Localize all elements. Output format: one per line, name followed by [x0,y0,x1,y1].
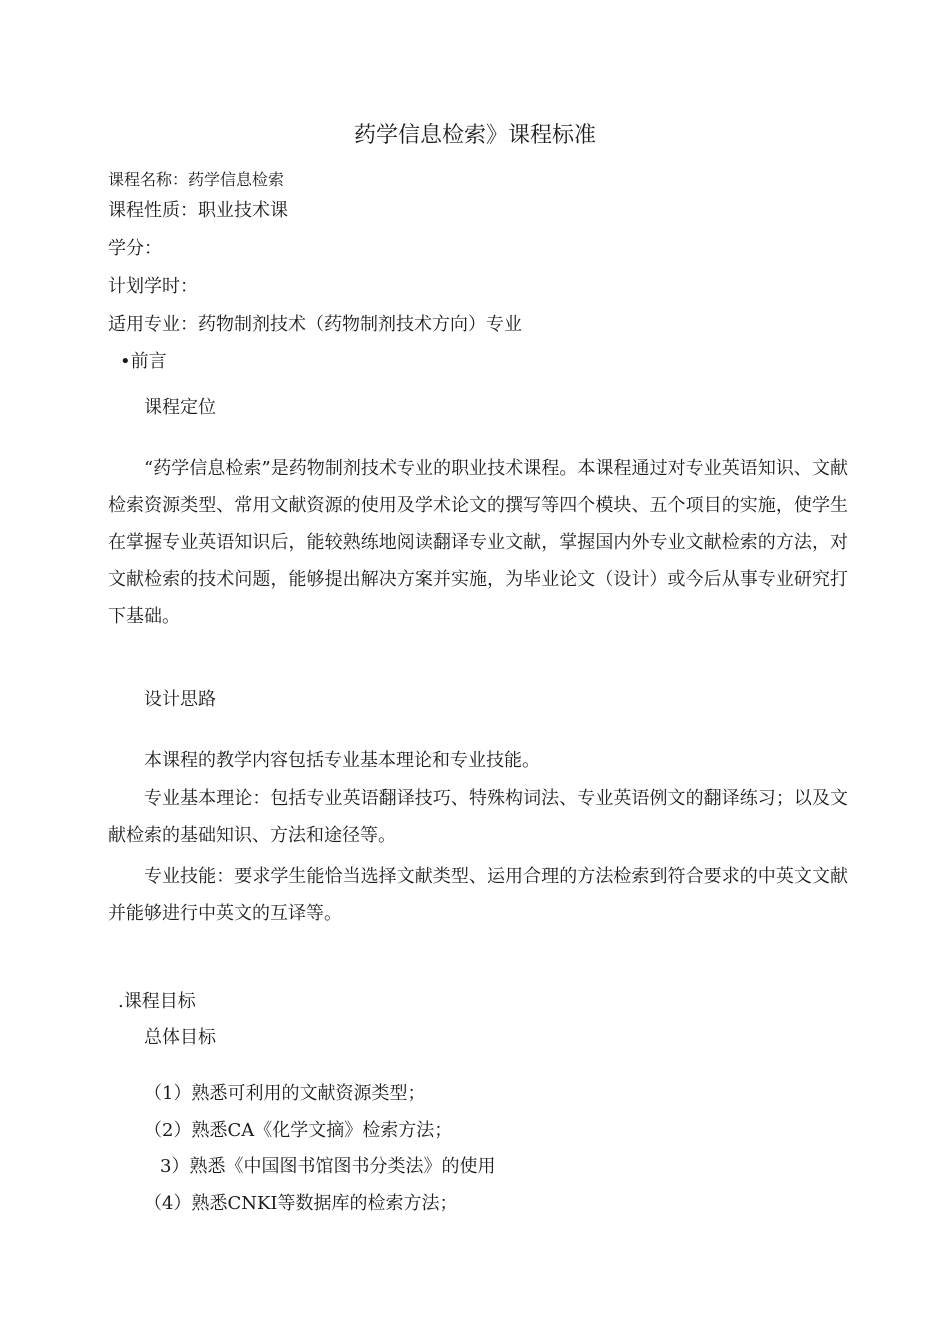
objective-item: 3）熟悉《中国图书馆图书分类法》的使用 [160,1156,496,1177]
course-nature: 课程性质：职业技术课 [108,200,288,221]
paragraph-positioning: “药学信息检索”是药物制剂技术专业的职业技术课程。本课程通过对专业英语知识、文献检索资源类型、常用文献资源的使用及学术论文的撰写等四个模块、五个项目的实施，使学生在掌握专业英语知识后，能较熟练地阅读翻译专业文献，掌握国内外专业文献检索的方法，对文献检索的技术问题，能够提出解决方案并实施，为毕业论文（设计）或今后从事专业研究打下基础。 [108,458,848,627]
paragraph-design-intro: 本课程的教学内容包括专业基本理论和专业技能。 [144,750,540,771]
applicable-major: 适用专业：药物制剂技术（药物制剂技术方向）专业 [108,314,522,335]
subheading-overall-objectives: 总体目标 [144,1027,216,1048]
subheading-design: 设计思路 [144,689,216,710]
course-hours: 计划学时： [108,276,198,297]
document-title: 药学信息检索》课程标准 [353,123,596,148]
paragraph-design-skills: 专业技能：要求学生能恰当选择文献类型、运用合理的方法检索到符合要求的中英文文献并能够进行中英文的互译等。 [108,866,848,924]
section-heading-objectives: .课程目标 [118,991,196,1012]
objective-item: （1）熟悉可利用的文献资源类型； [144,1083,426,1104]
objective-item: （2）熟悉CA《化学文摘》检索方法； [144,1120,453,1141]
course-name: 课程名称：药学信息检索 [108,170,285,189]
subheading-positioning: 课程定位 [144,397,216,418]
objective-item: （4）熟悉CNKI等数据库的检索方法； [144,1193,458,1214]
course-credits: 学分： [108,238,162,259]
section-heading-preface: •前言 [120,351,167,372]
paragraph-design-theory: 专业基本理论：包括专业英语翻译技巧、特殊构词法、专业英语例文的翻译练习；以及文献检索的基础知识、方法和途径等。 [108,788,848,846]
